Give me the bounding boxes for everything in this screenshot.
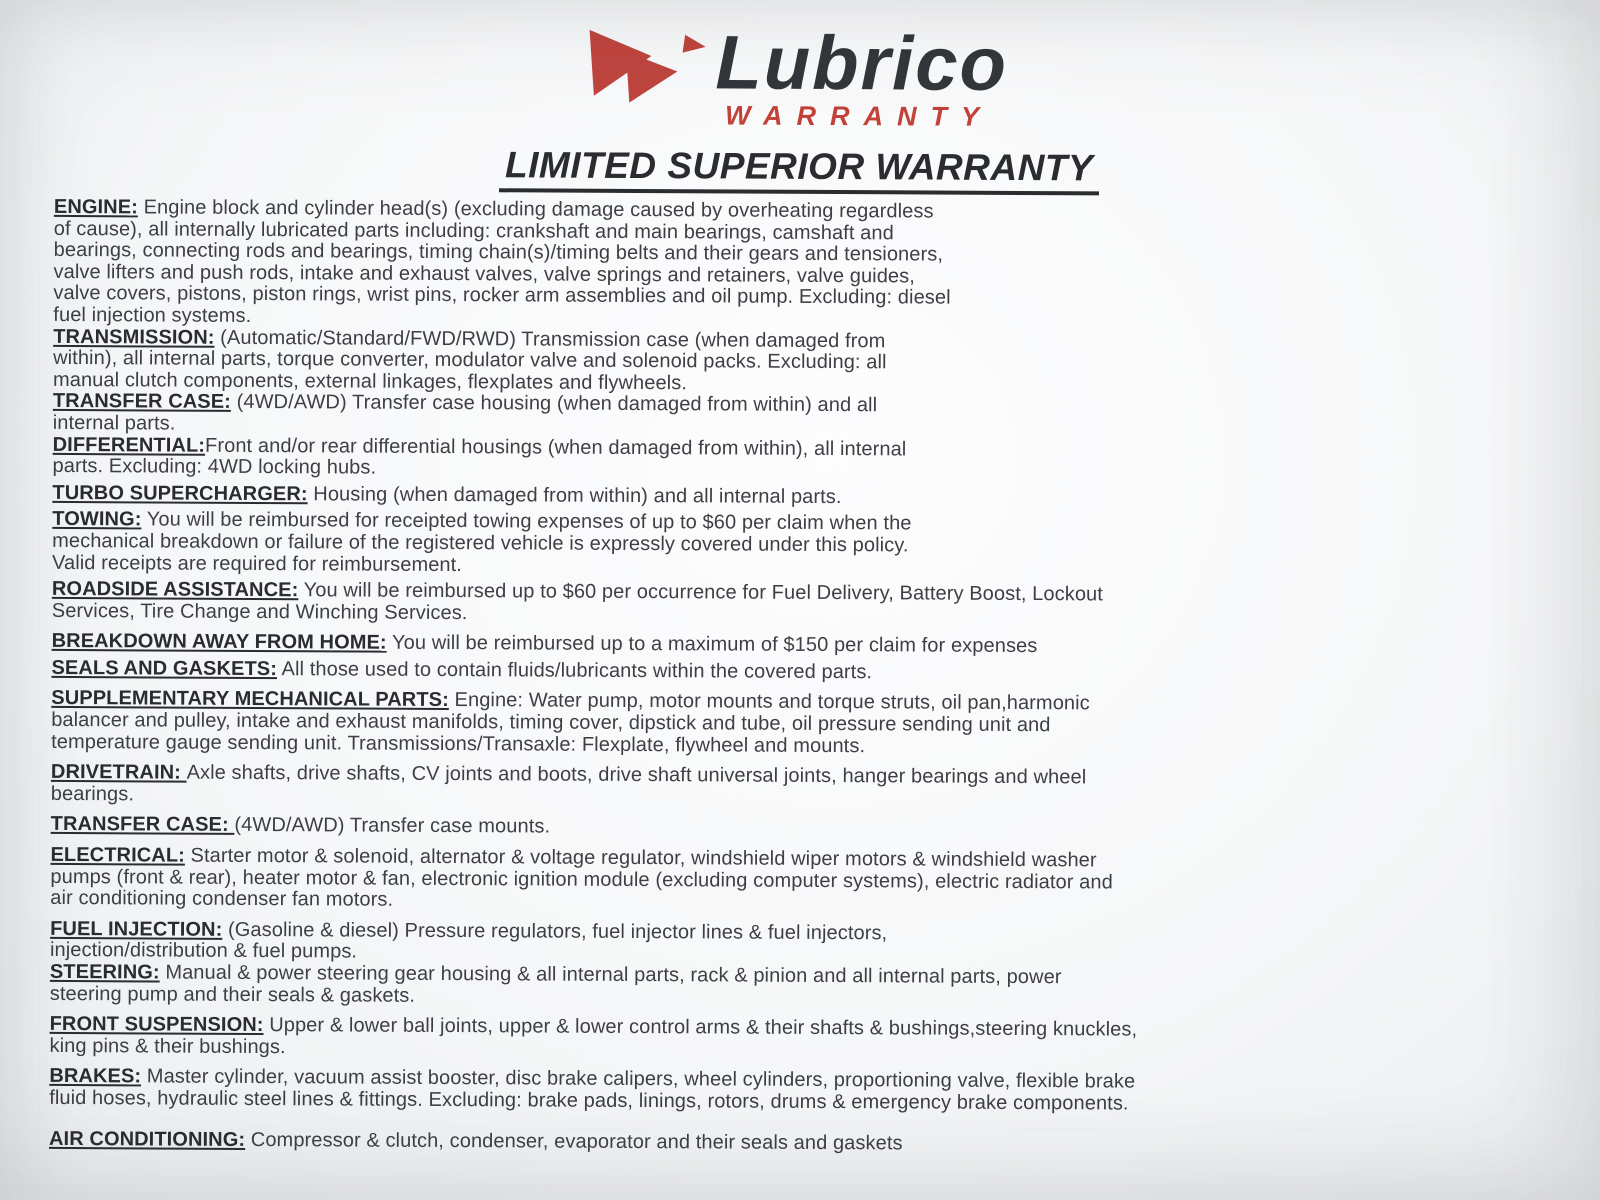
section-air-conditioning (49, 1128, 1532, 1157)
brand-name: Lubrico (715, 20, 1009, 107)
section-transmission (53, 326, 1536, 399)
section-heading-transfer-case: TRANSFER CASE: (52, 390, 232, 414)
document-title: LIMITED SUPERIOR WARRANTY (499, 144, 1099, 195)
logo-triangle-icon (626, 49, 679, 103)
section-breakdown-away-from-home (52, 631, 1535, 660)
lubrico-logo (0, 0, 1600, 136)
section-text-air-conditioning: Compressor & clutch, condenser, evaporator and their seals and gaskets (245, 1128, 903, 1154)
section-front-suspension (49, 1014, 1532, 1065)
section-heading-seals-and-gaskets: SEALS AND GASKETS: (51, 656, 278, 680)
section-text-turbo-supercharger: Housing (when damaged from within) and all internal parts. (307, 482, 842, 508)
section-text-electrical: Starter motor & solenoid, alternator & voltage regulator, windshield wiper motors & windshield washer pumps (front & rear), heater motor & fan, electronic ignition module (excluding computer systems), electric radiator and air conditioning condenser fan motors. (50, 844, 1113, 911)
section-heading-towing: TOWING: (52, 508, 142, 531)
section-heading-differential: DIFFERENTIAL: (52, 433, 206, 457)
section-seals-and-gaskets (51, 658, 1534, 687)
section-text-transmission: (Automatic/Standard/FWD/RWD) Transmission case (when damaged from within), all internal parts, torque converter, modulator valve and solenoid packs. Excluding: all manual clutch components, external linkages, flexplates and flywheels. (52, 326, 887, 395)
section-heading-fuel-injection: FUEL INJECTION: (50, 917, 223, 941)
section-heading-electrical: ELECTRICAL: (50, 843, 185, 867)
section-heading-roadside-assistance: ROADSIDE ASSISTANCE: (51, 578, 299, 602)
document-body (49, 197, 1537, 1158)
section-text-engine: Engine block and cylinder head(s) (excluding damage caused by overheating regardless of cause), all internally lubricated parts including: crankshaft and main bearings, camshaft and bearings, connecting rods and bearings, timing chain(s)/timing belts and their gears and tensioners, valve lifters and push rods, intake and exhaust valves, valve springs and retainers, valve guides, valve covers, pistons, piston rings, wrist pins, rocker arm assemblies and oil pump. Excluding: diesel fuel injection systems. (53, 196, 951, 327)
section-supplementary-mechanical-parts (51, 688, 1534, 761)
section-text-brakes: Master cylinder, vacuum assist booster, disc brake calipers, wheel cylinders, proportioning valve, flexible brake fluid hoses, hydraulic steel lines & fittings. Excluding: brake pads, linings, rotors, drums & emergency brake components. (49, 1065, 1136, 1115)
section-heading-supplementary-mechanical-parts: SUPPLEMENTARY MECHANICAL PARTS: (51, 687, 449, 712)
section-electrical (50, 845, 1533, 918)
logo-triangle-icon (682, 35, 706, 56)
brand-subtitle: WARRANTY (724, 100, 994, 132)
section-heading-transfer-case-2: TRANSFER CASE: (50, 813, 235, 837)
section-steering (50, 962, 1533, 1013)
brand-block (715, 20, 1009, 132)
section-text-transfer-case: (4WD/AWD) Transfer case housing (when damaged from within) and all internal parts. (52, 391, 878, 435)
title-row (0, 142, 1599, 198)
section-drivetrain (51, 762, 1534, 813)
section-text-seals-and-gaskets: All those used to contain fluids/lubricants within the covered parts. (276, 657, 873, 684)
section-heading-turbo-supercharger: TURBO SUPERCHARGER: (52, 481, 308, 505)
section-heading-brakes: BRAKES: (49, 1065, 142, 1088)
section-heading-front-suspension: FRONT SUSPENSION: (49, 1013, 264, 1037)
section-heading-engine: ENGINE: (53, 195, 139, 219)
section-heading-breakdown-away-from-home: BREAKDOWN AWAY FROM HOME: (51, 630, 387, 654)
section-text-front-suspension: Upper & lower ball joints, upper & lower control arms & their shafts & bushings,steering knuckles, king pins & their bushings. (49, 1014, 1138, 1058)
section-turbo-supercharger (52, 483, 1535, 512)
section-transfer-case-2 (51, 814, 1534, 843)
section-differential (52, 434, 1535, 485)
section-text-breakdown-away-from-home: You will be reimbursed up to a maximum of $150 per claim for expenses (386, 631, 1038, 658)
section-text-steering: Manual & power steering gear housing & all internal parts, rack & pinion and all internal parts, power steering pump and their seals & gaskets. (49, 961, 1062, 1007)
section-text-transfer-case-2: (4WD/AWD) Transfer case mounts. (234, 814, 551, 838)
section-text-fuel-injection: (Gasoline & diesel) Pressure regulators, fuel injector lines & fuel injectors, injection/distribution & fuel pumps. (49, 918, 888, 963)
logo-arrows-icon (591, 26, 719, 119)
section-text-supplementary-mechanical-parts: Engine: Water pump, motor mounts and torque struts, oil pan,harmonic balancer and pulley, intake and exhaust manifolds, timing cover, dipstick and tube, oil pressure sending unit and temperature gauge sending unit. Transmissions/Transaxle: Flexplate, flywheel and mounts. (51, 689, 1090, 757)
section-engine (53, 197, 1537, 334)
section-heading-air-conditioning: AIR CONDITIONING: (48, 1127, 246, 1151)
section-heading-drivetrain: DRIVETRAIN: (50, 761, 187, 784)
section-text-roadside-assistance: You will be reimbursed up to $60 per occurrence for Fuel Delivery, Battery Boost, Lockout Services, Tire Change and Winching Services. (51, 579, 1104, 624)
section-text-drivetrain: Axle shafts, drive shafts, CV joints and boots, drive shaft universal joints, hanger bearings and wheel bearings. (50, 761, 1087, 806)
section-text-differential: Front and/or rear differential housings (when damaged from within), all internal parts. Excluding: 4WD locking hubs. (52, 434, 907, 479)
section-towing (52, 509, 1535, 582)
section-text-towing: You will be reimbursed for receipted towing expenses of up to $60 per claim when the mechanical breakdown or failure of the registered vehicle is expressly covered under this policy. Valid receipts are required for reimbursement. (51, 508, 912, 576)
section-heading-steering: STEERING: (49, 960, 160, 984)
section-roadside-assistance (52, 579, 1535, 630)
section-brakes (49, 1066, 1532, 1117)
section-heading-transmission: TRANSMISSION: (53, 325, 215, 349)
